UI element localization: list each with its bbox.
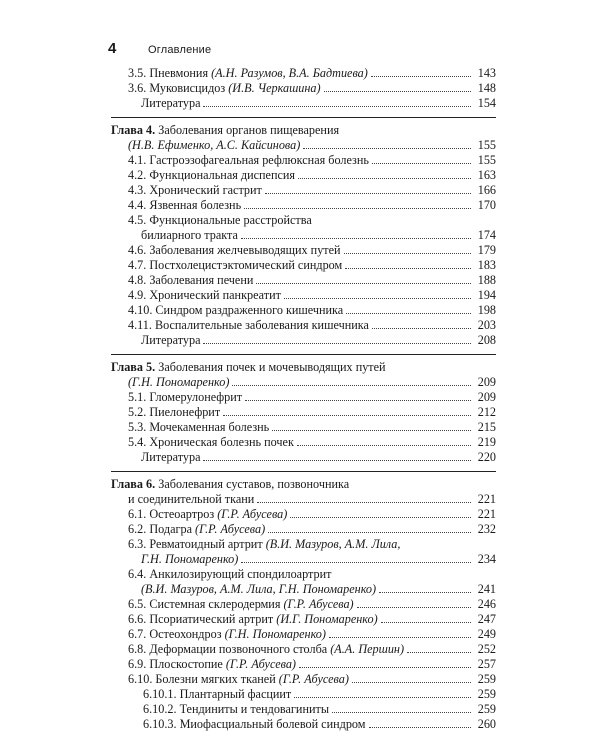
entry-text: 5.3. Мочекаменная болезнь (128, 420, 270, 434)
toc-entry[interactable] (111, 642, 496, 657)
entry-text: 6.8. Деформации позвоночного столба (128, 642, 331, 656)
entry-text: 6.4. Анкилозирующий спондилоартрит (128, 567, 332, 581)
entry-page-number: 179 (477, 243, 496, 257)
entry-text: 6.3. Ревматоидный артрит (128, 537, 266, 551)
dot-leader (381, 622, 471, 623)
toc-entry[interactable] (111, 303, 496, 318)
toc-entry-title (128, 567, 331, 582)
entry-authors: (Н.В. Ефименко, А.С. Кайсинова) (128, 138, 301, 152)
toc-entry[interactable] (111, 567, 496, 582)
toc-entry[interactable] (111, 66, 496, 81)
toc-entry[interactable] (111, 420, 496, 435)
entry-text: 4.9. Хронический панкреатит (128, 288, 281, 302)
entry-page-number: 257 (477, 657, 496, 671)
entry-page-number: 163 (477, 168, 496, 182)
dot-leader (369, 727, 472, 728)
toc-entry-title (128, 405, 220, 420)
toc-entry-title (128, 81, 321, 96)
dot-leader (324, 91, 471, 92)
entry-text: 6.7. Остеохондроз (128, 627, 225, 641)
toc-entry-title (143, 687, 291, 702)
toc-entry[interactable] (111, 657, 496, 672)
entry-text: 4.5. Функциональные расстройства (128, 213, 312, 227)
entry-text: 6.10.2. Тендиниты и тендовагиниты (143, 702, 330, 716)
dot-leader (303, 148, 471, 149)
toc-entry-title (128, 435, 294, 450)
entry-page-number: 155 (477, 138, 496, 152)
entry-page-number: 203 (477, 318, 496, 332)
toc-entry[interactable] (111, 552, 496, 567)
entry-page-number: 209 (477, 390, 496, 404)
entry-text: Заболевания почек и мочевыводящих путей (155, 360, 386, 374)
toc-entry[interactable] (111, 702, 496, 717)
toc-entry-title (128, 492, 254, 507)
toc-entry-title (128, 597, 354, 612)
toc-entry[interactable] (111, 687, 496, 702)
entry-text: Литература (141, 96, 201, 110)
toc-entry[interactable] (111, 96, 496, 111)
dot-leader (241, 238, 471, 239)
toc-entry[interactable] (111, 375, 496, 390)
table-of-contents (111, 66, 496, 732)
toc-chapter-heading[interactable] (111, 477, 496, 492)
toc-entry-title (143, 702, 329, 717)
entry-page-number: 166 (477, 183, 496, 197)
entry-authors: Г.Н. Пономаренко) (141, 552, 239, 566)
toc-entry-title (128, 375, 229, 390)
entry-text: 6.10. Болезни мягких тканей (128, 672, 279, 686)
entry-page-number: 170 (477, 198, 496, 212)
dot-leader (203, 343, 471, 344)
entry-text: 6.5. Системная склеродермия (128, 597, 284, 611)
entry-text: 4.3. Хронический гастрит (128, 183, 262, 197)
toc-entry-title (141, 96, 200, 111)
toc-entry-title (143, 717, 366, 732)
entry-text: и соединительной ткани (128, 492, 255, 506)
toc-entry[interactable] (111, 138, 496, 153)
dot-leader (407, 652, 471, 653)
chapter-divider (111, 117, 496, 118)
toc-entry-title (128, 318, 369, 333)
chapter-label: Глава 5. (111, 360, 156, 374)
toc-entry-title (111, 477, 349, 492)
entry-page-number: 154 (477, 96, 496, 110)
toc-entry-title (128, 303, 343, 318)
page-number: 4 (108, 40, 117, 57)
entry-page-number: 260 (477, 717, 496, 731)
entry-authors: (И.Г. Пономаренко) (276, 612, 378, 626)
toc-entry-title (128, 213, 312, 228)
entry-page-number: 259 (477, 687, 496, 701)
entry-authors: (Г.Р. Абусева) (278, 672, 349, 686)
dot-leader (372, 328, 471, 329)
dot-leader (256, 283, 471, 284)
dot-leader (346, 313, 471, 314)
entry-page-number: 198 (477, 303, 496, 317)
dot-leader (297, 445, 471, 446)
toc-entry-title (141, 582, 376, 597)
entry-text: 6.1. Остеоартроз (128, 507, 218, 521)
entry-page-number: 219 (477, 435, 496, 449)
chapter-label: Глава 4. (111, 123, 156, 137)
toc-entry-title (128, 522, 265, 537)
toc-entry[interactable] (111, 672, 496, 687)
dot-leader (332, 712, 471, 713)
entry-authors: (Г.Н. Пономаренко) (224, 627, 326, 641)
entry-authors: (Г.Р. Абусева) (195, 522, 266, 536)
toc-entry-title (128, 642, 404, 657)
toc-entry[interactable] (111, 405, 496, 420)
entry-page-number: 194 (477, 288, 496, 302)
entry-authors: (Г.Н. Пономаренко) (128, 375, 230, 389)
entry-text: Заболевания органов пищеварения (155, 123, 340, 137)
toc-entry[interactable] (111, 81, 496, 96)
toc-entry[interactable] (111, 390, 496, 405)
toc-entry[interactable] (111, 537, 496, 552)
entry-text: билиарного тракта (141, 228, 238, 242)
dot-leader (298, 178, 471, 179)
entry-text: 5.2. Пиелонефрит (128, 405, 221, 419)
toc-entry-title (111, 123, 339, 138)
toc-entry[interactable] (111, 183, 496, 198)
toc-entry-title (128, 390, 242, 405)
dot-leader (329, 637, 471, 638)
dot-leader (265, 193, 471, 194)
dot-leader (241, 562, 471, 563)
toc-entry[interactable] (111, 288, 496, 303)
toc-entry[interactable] (111, 228, 496, 243)
dot-leader (232, 385, 471, 386)
dot-leader (294, 697, 471, 698)
dot-leader (352, 682, 471, 683)
entry-text: 4.1. Гастроэзофагеальная рефлюксная болезнь (128, 153, 369, 167)
dot-leader (371, 76, 471, 77)
dot-leader (223, 415, 471, 416)
entry-text: 4.4. Язвенная болезнь (128, 198, 242, 212)
entry-text: 4.8. Заболевания печени (128, 273, 254, 287)
toc-entry-title (111, 360, 386, 375)
toc-entry-title (128, 507, 287, 522)
entry-text: 3.5. Пневмония (128, 66, 212, 80)
toc-entry-title (128, 258, 342, 273)
dot-leader (203, 460, 471, 461)
toc-entry-title (128, 273, 253, 288)
toc-entry[interactable] (111, 318, 496, 333)
entry-authors: (Г.Р. Абусева) (217, 507, 288, 521)
toc-entry[interactable] (111, 198, 496, 213)
dot-leader (257, 502, 471, 503)
entry-page-number: 143 (477, 66, 496, 80)
dot-leader (245, 400, 471, 401)
toc-entry-title (141, 552, 238, 567)
toc-entry-title (141, 228, 238, 243)
dot-leader (299, 667, 471, 668)
entry-text: 6.10.3. Миофасциальный болевой синдром (143, 717, 366, 731)
dot-leader (203, 106, 471, 107)
entry-page-number: 249 (477, 627, 496, 641)
entry-page-number: 220 (477, 450, 496, 464)
entry-text: 6.6. Псориатический артрит (128, 612, 277, 626)
entry-page-number: 183 (477, 258, 496, 272)
entry-text: 5.4. Хроническая болезнь почек (128, 435, 294, 449)
toc-entry-title (128, 243, 341, 258)
entry-page-number: 208 (477, 333, 496, 347)
entry-page-number: 174 (477, 228, 496, 242)
entry-text: 6.9. Плоскостопие (128, 657, 226, 671)
toc-entry-title (128, 537, 400, 552)
toc-entry-title (128, 672, 349, 687)
toc-entry[interactable] (111, 492, 496, 507)
entry-authors: (В.И. Мазуров, А.М. Лила, (265, 537, 401, 551)
entry-text: 3.6. Муковисцидоз (128, 81, 229, 95)
entry-page-number: 188 (477, 273, 496, 287)
entry-text: 4.11. Воспалительные заболевания кишечника (128, 318, 369, 332)
entry-authors: (А.А. Першин) (330, 642, 405, 656)
dot-leader (379, 592, 471, 593)
toc-entry[interactable] (111, 582, 496, 597)
toc-entry[interactable] (111, 273, 496, 288)
entry-page-number: 247 (477, 612, 496, 626)
toc-entry[interactable] (111, 153, 496, 168)
entry-page-number: 215 (477, 420, 496, 434)
entry-page-number: 155 (477, 153, 496, 167)
running-title: Оглавление (148, 44, 212, 56)
toc-entry-title (128, 66, 368, 81)
entry-page-number: 246 (477, 597, 496, 611)
entry-text: 5.1. Гломерулонефрит (128, 390, 243, 404)
toc-chapter-heading[interactable] (111, 123, 496, 138)
dot-leader (272, 430, 471, 431)
chapter-divider (111, 471, 496, 472)
entry-text: Заболевания суставов, позвоночника (155, 477, 350, 491)
entry-page-number: 252 (477, 642, 496, 656)
dot-leader (244, 208, 471, 209)
toc-entry[interactable] (111, 627, 496, 642)
entry-text: 4.7. Постхолецистэктомический синдром (128, 258, 343, 272)
entry-authors: (И.В. Черкашина) (228, 81, 321, 95)
toc-entry-title (128, 168, 295, 183)
entry-page-number: 221 (477, 507, 496, 521)
entry-text: 6.10.1. Плантарный фасциит (143, 687, 292, 701)
entry-page-number: 234 (477, 552, 496, 566)
toc-entry-title (141, 333, 200, 348)
entry-page-number: 148 (477, 81, 496, 95)
toc-entry[interactable] (111, 243, 496, 258)
entry-page-number: 212 (477, 405, 496, 419)
entry-text: 4.2. Функциональная диспепсия (128, 168, 296, 182)
toc-entry[interactable] (111, 612, 496, 627)
toc-entry[interactable] (111, 450, 496, 465)
toc-entry[interactable] (111, 522, 496, 537)
entry-page-number: 232 (477, 522, 496, 536)
dot-leader (345, 268, 471, 269)
entry-page-number: 221 (477, 492, 496, 506)
entry-page-number: 209 (477, 375, 496, 389)
toc-entry-title (128, 612, 378, 627)
toc-entry-title (128, 288, 281, 303)
dot-leader (268, 532, 471, 533)
entry-page-number: 241 (477, 582, 496, 596)
page-header (108, 40, 211, 57)
entry-authors: (Г.Р. Абусева) (283, 597, 354, 611)
toc-entry-title (141, 450, 200, 465)
dot-leader (284, 298, 471, 299)
toc-entry-title (128, 420, 269, 435)
entry-authors: (Г.Р. Абусева) (225, 657, 296, 671)
chapter-divider (111, 354, 496, 355)
entry-authors: (В.И. Мазуров, А.М. Лила, Г.Н. Пономаренко) (141, 582, 377, 596)
dot-leader (372, 163, 471, 164)
entry-text: 6.2. Подагра (128, 522, 196, 536)
toc-entry[interactable] (111, 333, 496, 348)
toc-entry[interactable] (111, 168, 496, 183)
entry-text: Литература (141, 333, 201, 347)
chapter-label: Глава 6. (111, 477, 156, 491)
toc-entry[interactable] (111, 597, 496, 612)
entry-text: Литература (141, 450, 201, 464)
entry-page-number: 259 (477, 702, 496, 716)
toc-entry[interactable] (111, 717, 496, 732)
entry-text: 4.10. Синдром раздраженного кишечника (128, 303, 344, 317)
entry-authors: (А.Н. Разумов, В.А. Бадтиева) (211, 66, 368, 80)
toc-chapter-heading[interactable] (111, 360, 496, 375)
toc-entry[interactable] (111, 213, 496, 228)
toc-entry[interactable] (111, 435, 496, 450)
toc-entry-title (128, 183, 262, 198)
toc-entry-title (128, 627, 326, 642)
entry-page-number: 259 (477, 672, 496, 686)
dot-leader (357, 607, 471, 608)
entry-text: 4.6. Заболевания желчевыводящих путей (128, 243, 341, 257)
dot-leader (344, 253, 471, 254)
toc-entry-title (128, 198, 241, 213)
toc-entry[interactable] (111, 507, 496, 522)
toc-entry[interactable] (111, 258, 496, 273)
toc-entry-title (128, 153, 369, 168)
toc-entry-title (128, 138, 300, 153)
dot-leader (290, 517, 471, 518)
toc-entry-title (128, 657, 296, 672)
